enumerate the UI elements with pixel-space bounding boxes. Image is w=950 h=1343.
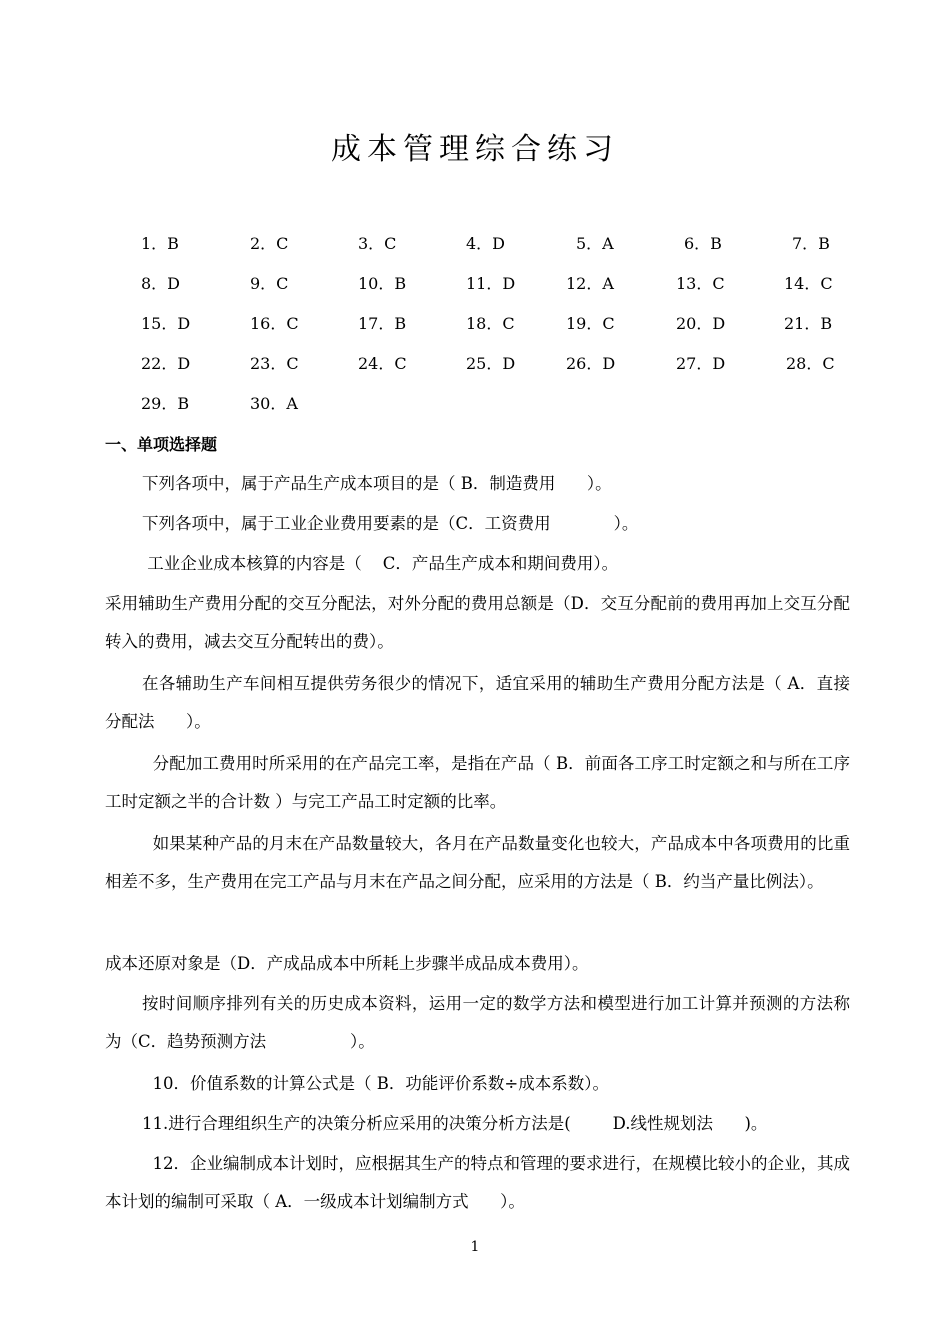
answer-item: 18．C xyxy=(466,314,515,333)
question-item: 工业企业成本核算的内容是（ C．产品生产成本和期间费用）。 xyxy=(142,554,619,573)
answer-item: 5．A xyxy=(576,234,614,253)
question-item: 在各辅助生产车间相互提供劳务很少的情况下，适宜采用的辅助生产费用分配方法是（ A．直接分配法 ）。 xyxy=(105,674,850,731)
question-item: 采用辅助生产费用分配的交互分配法，对外分配的费用总额是（D．交互分配前的费用再加上交互分配转入的费用，减去交互分配转出的费）。 xyxy=(105,594,850,651)
answer-row xyxy=(0,304,950,344)
question-item: 下列各项中，属于工业企业费用要素的是（C．工资费用 ）。 xyxy=(142,514,639,533)
answer-item: 4．D xyxy=(466,234,506,253)
answer-item: 22．D xyxy=(141,354,191,373)
answer-item: 25．D xyxy=(466,354,516,373)
answer-item: 13．C xyxy=(676,274,725,293)
answer-row xyxy=(0,384,950,424)
answer-row xyxy=(0,224,950,264)
answer-item: 8．D xyxy=(141,274,181,293)
answer-item: 1．B xyxy=(141,234,179,253)
answer-item: 10．B xyxy=(358,274,407,293)
section-heading: 一、单项选择题 xyxy=(105,435,218,454)
answer-item: 9．C xyxy=(250,274,289,293)
question-item: 按时间顺序排列有关的历史成本资料，运用一定的数学方法和模型进行加工计算并预测的方法称为（C．趋势预测方法 ）。 xyxy=(105,994,850,1051)
answer-item: 28．C xyxy=(786,354,835,373)
answer-key xyxy=(0,224,950,424)
answer-item: 11．D xyxy=(466,274,516,293)
answer-item: 21．B xyxy=(784,314,833,333)
answer-item: 15．D xyxy=(141,314,191,333)
answer-item: 24．C xyxy=(358,354,407,373)
answer-item: 3．C xyxy=(358,234,397,253)
answer-item: 16．C xyxy=(250,314,299,333)
answer-item: 6．B xyxy=(684,234,722,253)
answer-item: 12．A xyxy=(566,274,614,293)
answer-item: 30．A xyxy=(250,394,298,413)
answer-item: 27．D xyxy=(676,354,726,373)
answer-row xyxy=(0,264,950,304)
question-item: 12．企业编制成本计划时，应根据其生产的特点和管理的要求进行，在规模比较小的企业，其成本计划的编制可采取（ A．一级成本计划编制方式 ）。 xyxy=(105,1154,850,1211)
answer-item: 19．C xyxy=(566,314,615,333)
page-title: 成本管理综合练习 xyxy=(331,132,619,167)
question-item: 11.进行合理组织生产的决策分析应采用的决策分析方法是( D.线性规划法 )。 xyxy=(142,1114,768,1133)
question-item: 下列各项中，属于产品生产成本项目的是（ B．制造费用 ）。 xyxy=(142,474,612,493)
answer-item: 7．B xyxy=(792,234,830,253)
question-item: 如果某种产品的月末在产品数量较大，各月在产品数量变化也较大，产品成本中各项费用的比重相差不多，生产费用在完工产品与月末在产品之间分配，应采用的方法是（ B．约当产量比例法）。 xyxy=(105,834,850,891)
answer-row xyxy=(0,344,950,384)
question-item: 成本还原对象是（D．产成品成本中所耗上步骤半成品成本费用）。 xyxy=(105,954,589,973)
page-number: 1 xyxy=(470,1239,480,1255)
answer-item: 20．D xyxy=(676,314,726,333)
question-item: 分配加工费用时所采用的在产品完工率，是指在产品（ B．前面各工序工时定额之和与所在工序工时定额之半的合计数 ）与完工产品工时定额的比率。 xyxy=(105,754,850,811)
question-item: 10．价值系数的计算公式是（ B．功能评价系数÷成本系数）。 xyxy=(142,1074,609,1093)
answer-item: 17．B xyxy=(358,314,407,333)
answer-item: 29．B xyxy=(141,394,190,413)
answer-item: 2．C xyxy=(250,234,289,253)
answer-item: 26．D xyxy=(566,354,616,373)
answer-item: 14．C xyxy=(784,274,833,293)
answer-item: 23．C xyxy=(250,354,299,373)
